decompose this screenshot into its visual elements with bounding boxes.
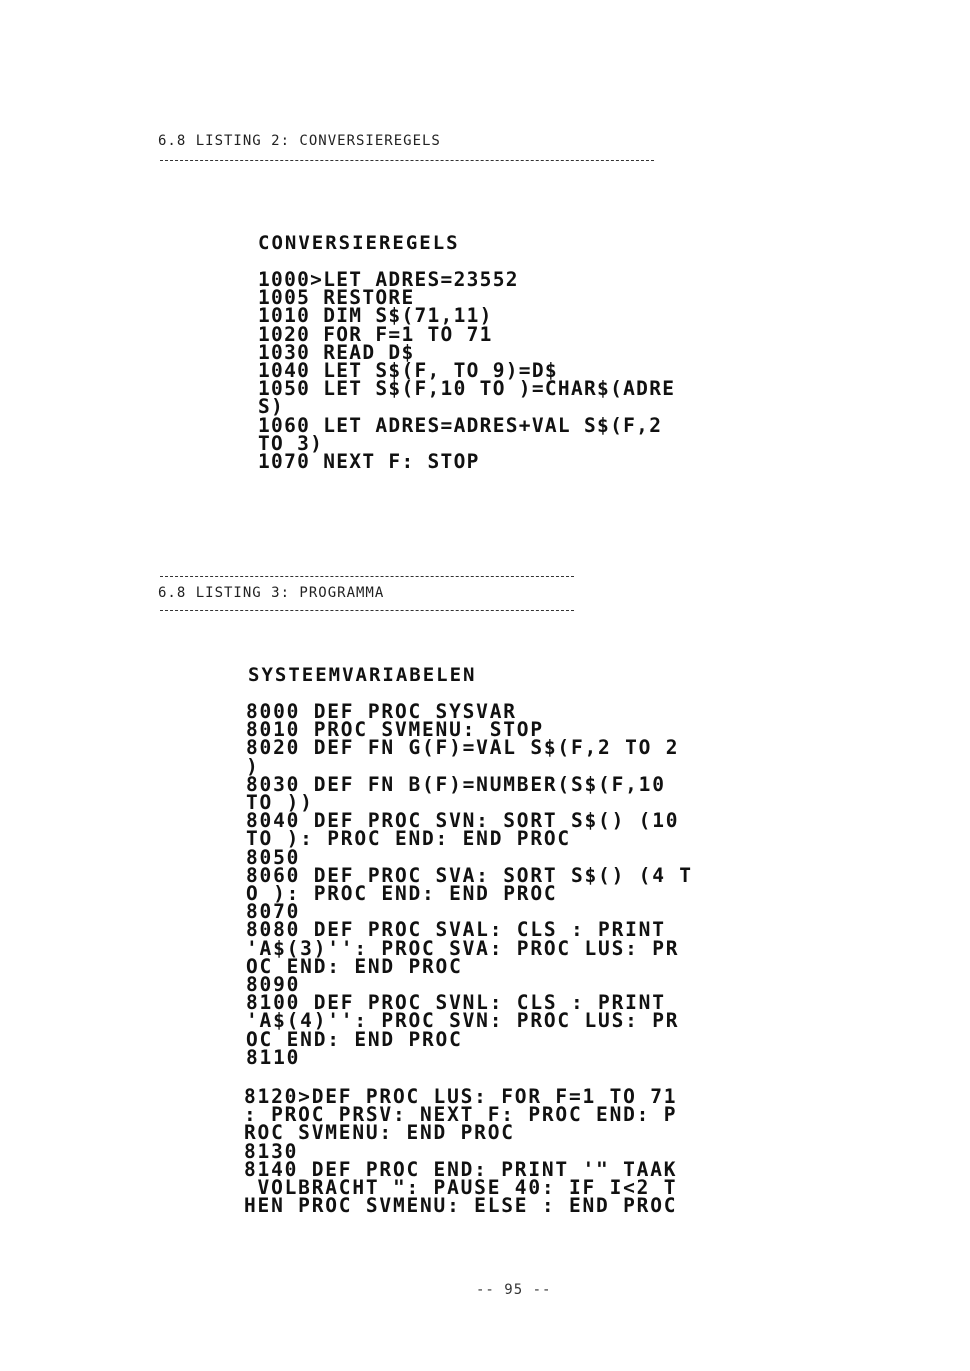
header-underline: [160, 610, 574, 611]
listing-title-systeemvariabelen: SYSTEEMVARIABELEN: [248, 664, 477, 686]
header-underline: [160, 160, 654, 161]
header-overline: [160, 576, 574, 577]
code-listing-systeemvariabelen: 8000 DEF PROC SYSVAR 8010 PROC SVMENU: STOP 8020 DEF FN G(F)=VAL S$(F,2 TO 2 ) 8030 DEF FN B(F)=NUMBER(S$(F,10 TO )) 8040 DEF PROC SVN: SORT S$() (10 TO ): PROC END: END PROC 8050 8060 DEF PROC SVA: SORT S$() (4 T O ): PROC END: END PROC 8070 8080 DEF PROC SVAL: CLS : PRINT 'A$(3)'': PROC SVA: PROC LUS: PR OC END: END PROC 8090 8100 DEF PROC SVNL: CLS : PRINT 'A$(4)'': PROC SVN: PROC LUS: PR OC END: END PROC 8110: [246, 700, 693, 1069]
section-header-listing-3: 6.8 LISTING 3: PROGRAMMA: [158, 585, 385, 601]
page-number: -- 95 --: [476, 1282, 552, 1298]
section-header-listing-2: 6.8 LISTING 2: CONVERSIEREGELS: [158, 133, 441, 149]
code-listing-systeemvariabelen-continued: 8120>DEF PROC LUS: FOR F=1 TO 71 : PROC PRSV: NEXT F: PROC END: P ROC SVMENU: END PROC 8130 8140 DEF PROC END: PRINT '" TAAK VOLBRACHT ": PAUSE 40: IF I<2 T HEN PROC SVMENU: ELSE : END PROC: [244, 1085, 678, 1218]
listing-title-conversieregels: CONVERSIEREGELS: [258, 232, 460, 254]
code-listing-conversieregels: 1000>LET ADRES=23552 1005 RESTORE 1010 DIM S$(71,11) 1020 FOR F=1 TO 71 1030 READ D$ 1040 LET S$(F, TO 9)=D$ 1050 LET S$(F,10 TO )=CHAR$(ADRE S) 1060 LET ADRES=ADRES+VAL S$(F,2 TO 3) 1070 NEXT F: STOP: [258, 268, 676, 474]
